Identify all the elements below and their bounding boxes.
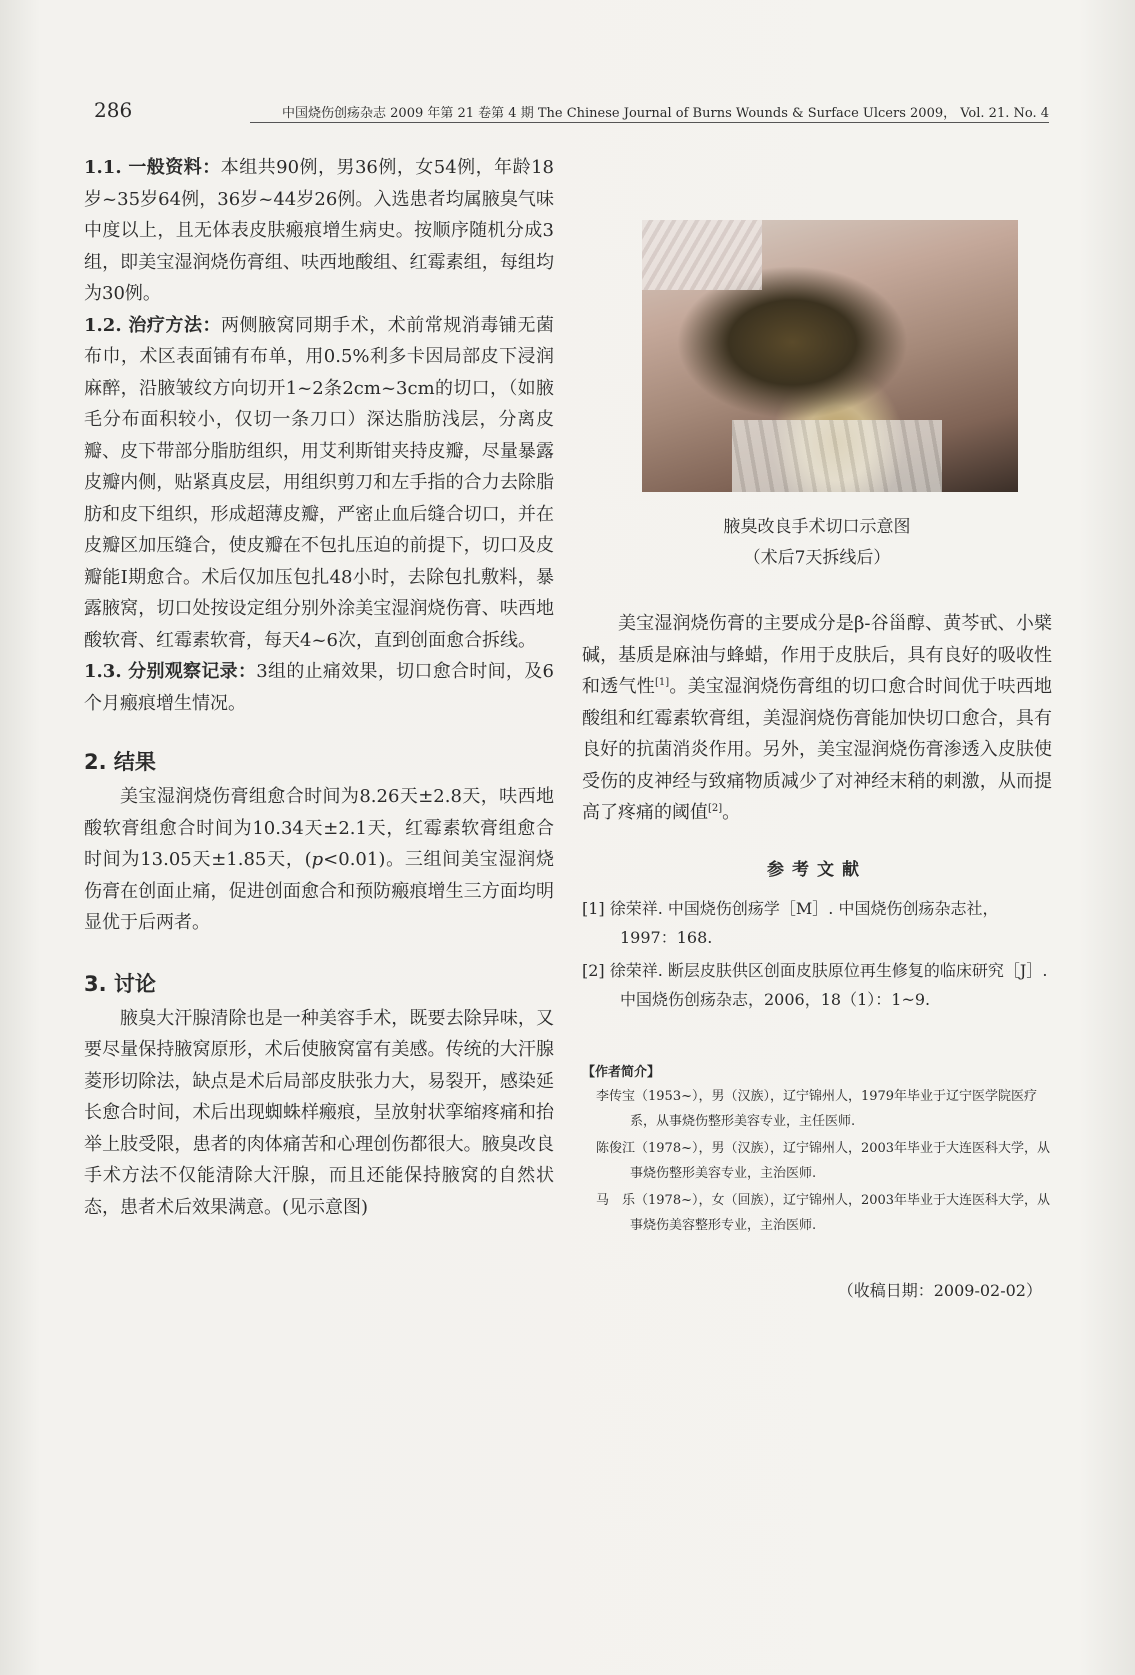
section-1-2	[84, 310, 554, 657]
section-1-1-text: 本组共90例，男36例，女54例，年龄18岁~35岁64例，36岁~44岁26例。入选患者均属腋臭气味中度以上，且无体表皮肤瘢痕增生病史。按顺序随机分成3组，即美宝湿润烧伤膏组、呋西地酸组、红霉素组，每组均为30例。	[84, 157, 554, 304]
results-heading: 2. 结果	[84, 750, 156, 774]
disc-text-c: 。	[722, 802, 741, 823]
discussion-continued	[582, 608, 1052, 829]
reference-item: [2] 徐荣祥. 断层皮肤供区创面皮肤原位再生修复的临床研究［J］. 中国烧伤创疡杂志，2006，18（1）：1~9.	[582, 960, 1048, 1009]
axilla-surgery-photo	[642, 220, 1018, 492]
photo-cloth	[642, 220, 762, 290]
author-bio: 陈俊江（1978~），男（汉族），辽宁锦州人，2003年毕业于大连医科大学，从事烧伤整形美容专业，主治医师.	[596, 1140, 1051, 1181]
section-1-3-text: 3组的止痛效果，切口愈合时间，及6个月瘢痕增生情况。	[84, 661, 554, 714]
references-heading: 参考文献	[767, 859, 867, 880]
citation-1: [1]	[654, 677, 670, 688]
photo-dressing	[732, 420, 942, 492]
author-bio: 马 乐（1978~），女（回族），辽宁锦州人，2003年毕业于大连医科大学，从事烧伤美容整形专业，主治医师.	[596, 1192, 1051, 1233]
figure-caption-line-2: （术后7天拆线后）	[743, 548, 891, 568]
citation-2: [2]	[708, 803, 723, 814]
section-1-1-heading: 1.1. 一般资料：	[84, 157, 221, 178]
disc-text-a: 美宝湿润烧伤膏的主要成分是β-谷甾醇、黄芩甙、小檗碱，基质是麻油与蜂蜡，作用于皮肤后，具有良好的吸收性和透气性	[582, 613, 1052, 697]
author-bio-heading: 【作者简介】	[582, 1064, 661, 1080]
figure-caption	[582, 512, 1052, 574]
section-1-3	[84, 656, 554, 719]
figure-caption-line-1: 腋臭改良手术切口示意图	[723, 517, 911, 537]
received-date: （收稿日期：2009-02-02）	[837, 1280, 1042, 1300]
section-1-3-heading: 1.3. 分别观察记录：	[84, 661, 257, 682]
results-text-a: 美宝湿润烧伤膏组愈合时间为8.26天±2.8天，呋西地酸软膏组愈合时间为10.34天±2.1天，红霉素软膏组愈合时间为13.05天±1.85天，(	[84, 786, 554, 870]
page-number: 286	[94, 98, 133, 122]
left-column	[84, 152, 554, 1223]
running-header	[84, 96, 1059, 126]
discussion-heading: 3. 讨论	[84, 971, 156, 996]
discussion-paragraph: 腋臭大汗腺清除也是一种美容手术，既要去除异味，又要尽量保持腋窝原形，术后使腋窝富有美感。传统的大汗腺菱形切除法，缺点是术后局部皮肤张力大，易裂开，感染延长愈合时间，术后出现蜘蛛样瘢痕，呈放射状挛缩疼痛和抬举上肢受限，患者的肉体痛苦和心理创伤都很大。腋臭改良手术方法不仅能清除大汗腺，而且还能保持腋窝的自然状态，患者术后效果满意。(见示意图)	[84, 1007, 554, 1218]
right-column	[582, 220, 1052, 1301]
section-1-1	[84, 152, 554, 310]
results-text-b: <0.01)。三组间美宝湿润烧伤膏在创面止痛，促进创面愈合和预防瘢痕增生三方面均明显优于后两者。	[84, 849, 554, 933]
section-1-2-text: 两侧腋窝同期手术，术前常规消毒铺无菌布巾，术区表面铺有布单，用0.5%利多卡因局部皮下浸润麻醉，沿腋皱纹方向切开1~2条2cm~3cm的切口，（如腋毛分布面积较小，仅切一条刀口）深达脂肪浅层，分离皮瓣、皮下带部分脂肪组织，用艾利斯钳夹持皮瓣，尽量暴露皮瓣内侧，贴紧真皮层，用组织剪刀和左手指的合力去除脂肪和皮下组织，形成超薄皮瓣，严密止血后缝合切口，并在皮瓣区加压缝合，使皮瓣在不包扎压迫的前提下，切口及皮瓣能I期愈合。术后仅加压包扎48小时，去除包扎敷料，暴露腋窝，切口处按设定组分别外涂美宝湿润烧伤膏、呋西地酸软膏、红霉素软膏，每天4~6次，直到创面愈合拆线。	[84, 314, 554, 651]
disc-text-b: 。美宝湿润烧伤膏组的切口愈合时间优于呋西地酸组和红霉素软膏组，美湿润烧伤膏能加快切口愈合，具有良好的抗菌消炎作用。另外，美宝湿润烧伤膏渗透入皮肤使受伤的皮神经与致痛物质减少了对神经末稍的刺激，从而提高了疼痛的阈值	[582, 676, 1053, 823]
results-p-symbol: p	[311, 849, 324, 870]
reference-item: [1] 徐荣祥. 中国烧伤创疡学［M］. 中国烧伤创疡杂志社，1997：168.	[582, 898, 999, 947]
journal-title: 中国烧伤创疡杂志 2009 年第 21 卷第 4 期 The Chinese Journal of Burns Wounds & Surface Ulcers 2009， Vol. 21. No. 4	[282, 106, 1049, 121]
author-bio: 李传宝（1953~），男（汉族），辽宁锦州人，1979年毕业于辽宁医学院医疗系，从事烧伤整形美容专业，主任医师.	[596, 1088, 1038, 1129]
header-rule	[250, 122, 1049, 123]
results-paragraph	[84, 781, 554, 939]
section-1-2-heading: 1.2. 治疗方法：	[84, 314, 222, 336]
